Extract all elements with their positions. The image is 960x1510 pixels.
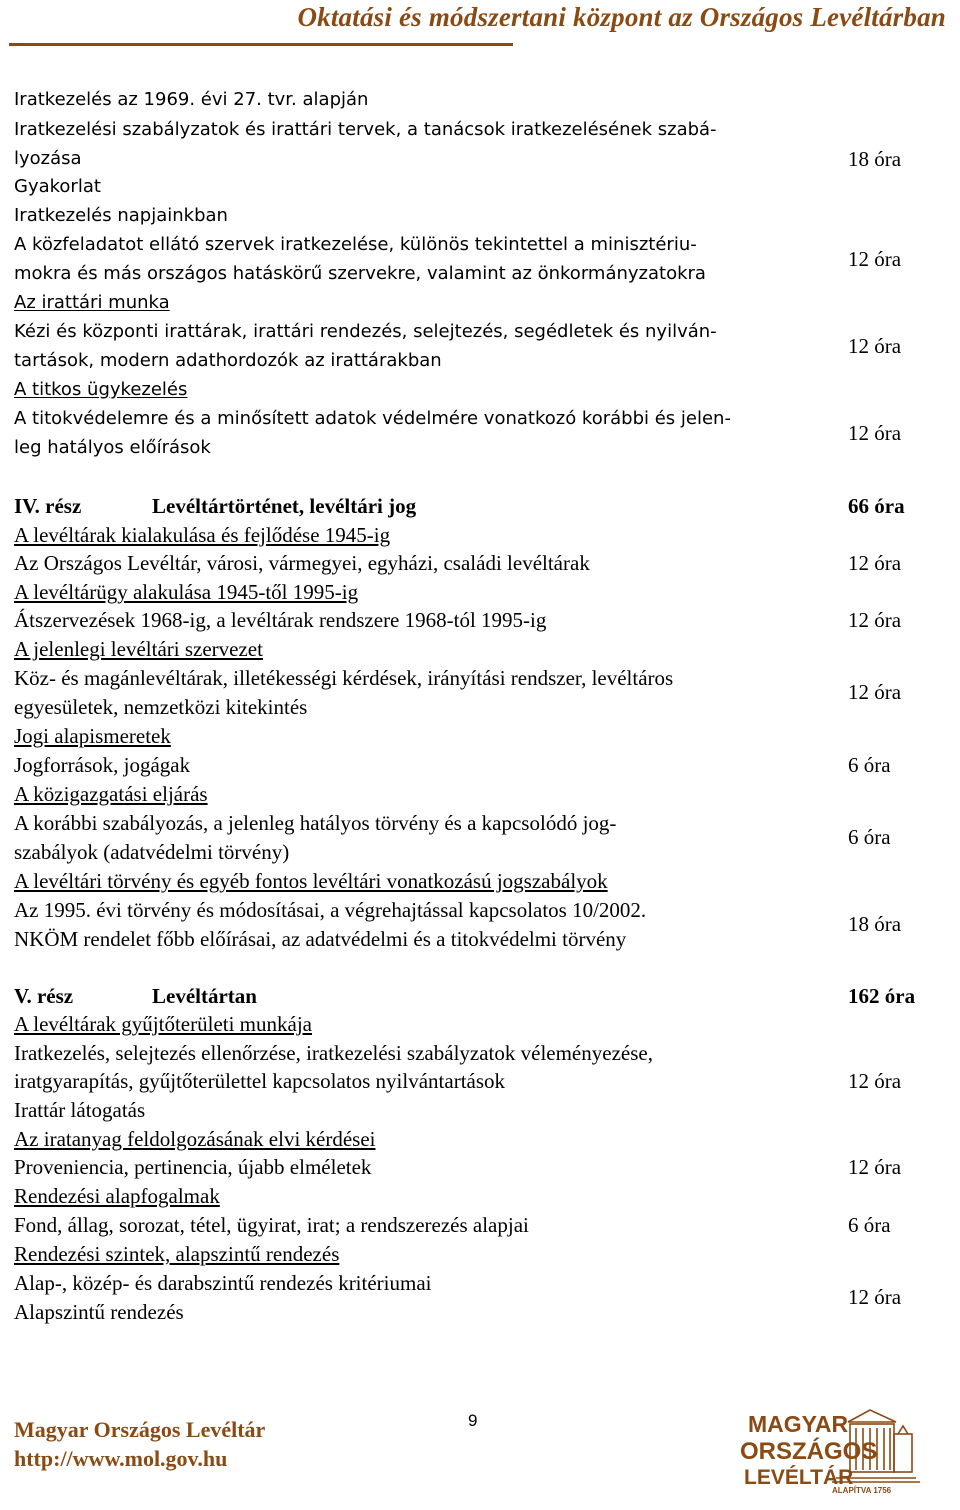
hours-value: 18 óra <box>848 147 902 171</box>
text-line: Köz- és magánlevéltárak, illetékességi kérdések, irányítási rendszer, levéltáros <box>14 666 674 690</box>
topic-heading: Az iratanyag feldolgozásának elvi kérdései <box>14 1127 376 1151</box>
topic-heading: Jogi alapismeretek <box>14 724 171 748</box>
topic-heading: A közigazgatási eljárás <box>14 782 208 806</box>
header-rule <box>9 43 513 46</box>
topic-heading: A levéltári törvény és egyéb fontos levéltári vonatkozású jogszabályok <box>14 869 608 893</box>
text-line: lyozása <box>14 148 82 169</box>
text-line: Jogforrások, jogágak <box>14 753 191 777</box>
part-heading <box>14 982 257 1010</box>
text-line: A titokvédelemre és a minősített adatok védelmére vonatkozó korábbi és jelen- <box>14 408 731 429</box>
text-line: leg hatályos előírások <box>14 437 211 458</box>
text-line: Gyakorlat <box>14 176 101 197</box>
topic-heading: A levéltárügy alakulása 1945-től 1995-ig <box>14 580 359 604</box>
text-line: Kézi és központi irattárak, irattári rendezés, selejtezés, segédletek és nyilván- <box>14 321 717 342</box>
hours-value: 6 óra <box>848 1213 891 1237</box>
text-line: iratgyarapítás, gyűjtőterülettel kapcsolatos nyilvántartások <box>14 1069 506 1093</box>
text-line: A korábbi szabályozás, a jelenleg hatályos törvény és a kapcsolódó jog- <box>14 811 617 835</box>
logo-founded: ALAPÍTVA 1756 <box>832 1486 892 1495</box>
text-line: mokra és más országos hatáskörű szervekre, valamint az önkormányzatokra <box>14 263 706 284</box>
text-line: Alap-, közép- és darabszintű rendezés kritériumai <box>14 1271 432 1295</box>
hours-value: 12 óra <box>848 334 902 358</box>
topic-heading: Az irattári munka <box>14 292 170 313</box>
topic-heading: A levéltárak kialakulása és fejlődése 1945-ig <box>14 523 391 547</box>
hours-value: 12 óra <box>848 551 902 575</box>
topic-heading: A levéltárak gyűjtőterületi munkája <box>14 1012 312 1036</box>
hours-value: 6 óra <box>848 753 891 777</box>
hours-value: 12 óra <box>848 1285 902 1309</box>
text-line: Az Országos Levéltár, városi, vármegyei, egyházi, családi levéltárak <box>14 551 590 575</box>
text-line: Fond, állag, sorozat, tétel, ügyirat, irat; a rendszerezés alapjai <box>14 1213 529 1237</box>
logo-line-2: ORSZÁGOS <box>740 1438 878 1465</box>
text-line: Iratkezelés, selejtezés ellenőrzése, iratkezelési szabályzatok véleményezése, <box>14 1041 653 1065</box>
footer-url: http://www.mol.gov.hu <box>14 1446 228 1471</box>
logo-line-1: MAGYAR <box>748 1411 849 1437</box>
topic-heading: A titkos ügykezelés <box>14 379 188 400</box>
hours-value: 6 óra <box>848 825 891 849</box>
hours-value: 12 óra <box>848 1069 902 1093</box>
hours-value: 12 óra <box>848 1155 902 1179</box>
text-line: egyesületek, nemzetközi kitekintés <box>14 695 308 719</box>
page-number: 9 <box>468 1411 478 1430</box>
hours-value: 12 óra <box>848 680 902 704</box>
text-line: tartások, modern adathordozók az irattárakban <box>14 350 442 371</box>
topic-heading: Rendezési szintek, alapszintű rendezés <box>14 1242 340 1266</box>
topic-heading: A jelenlegi levéltári szervezet <box>14 637 263 661</box>
hours-value: 12 óra <box>848 608 902 632</box>
part-title: Levéltártan <box>152 984 257 1008</box>
hours-value: 12 óra <box>848 247 902 271</box>
text-line: Az 1995. évi törvény és módosításai, a végrehajtással kapcsolatos 10/2002. <box>14 898 647 922</box>
footer-org-name: Magyar Országos Levéltár <box>14 1417 266 1442</box>
part-number: V. rész <box>14 984 74 1008</box>
text-line: A közfeladatot ellátó szervek iratkezelése, különös tekintettel a minisztériu- <box>14 234 697 255</box>
text-line: szabályok (adatvédelmi törvény) <box>14 840 290 864</box>
text-line: Iratkezelés napjainkban <box>14 205 228 226</box>
topic-heading: Rendezési alapfogalmak <box>14 1184 220 1208</box>
part-heading <box>14 492 417 520</box>
text-line: NKÖM rendelet főbb előírásai, az adatvédelmi és a titokvédelmi törvény <box>14 927 627 951</box>
text-line: Irattár látogatás <box>14 1098 146 1122</box>
text-line: Iratkezelés az 1969. évi 27. tvr. alapján <box>14 89 369 110</box>
logo-line-3: LEVÉLTÁR <box>744 1466 854 1489</box>
text-line: Alapszintű rendezés <box>14 1300 184 1324</box>
footer-org-block <box>14 1415 265 1473</box>
hours-value: 12 óra <box>848 421 902 445</box>
text-line: Iratkezelési szabályzatok és irattári tervek, a tanácsok iratkezelésének szabá- <box>14 119 717 140</box>
hours-value: 18 óra <box>848 912 902 936</box>
part-number: IV. rész <box>14 494 82 518</box>
text-line: Átszervezések 1968-ig, a levéltárak rendszere 1968-tól 1995-ig <box>14 608 547 632</box>
part-hours: 66 óra <box>848 494 905 518</box>
header-title: Oktatási és módszertani központ az Országos Levéltárban <box>297 2 946 32</box>
text-line: Proveniencia, pertinencia, újabb elméletek <box>14 1155 372 1179</box>
part-title: Levéltártörténet, levéltári jog <box>152 494 417 518</box>
part-hours: 162 óra <box>848 984 916 1008</box>
archive-logo <box>736 1404 926 1496</box>
